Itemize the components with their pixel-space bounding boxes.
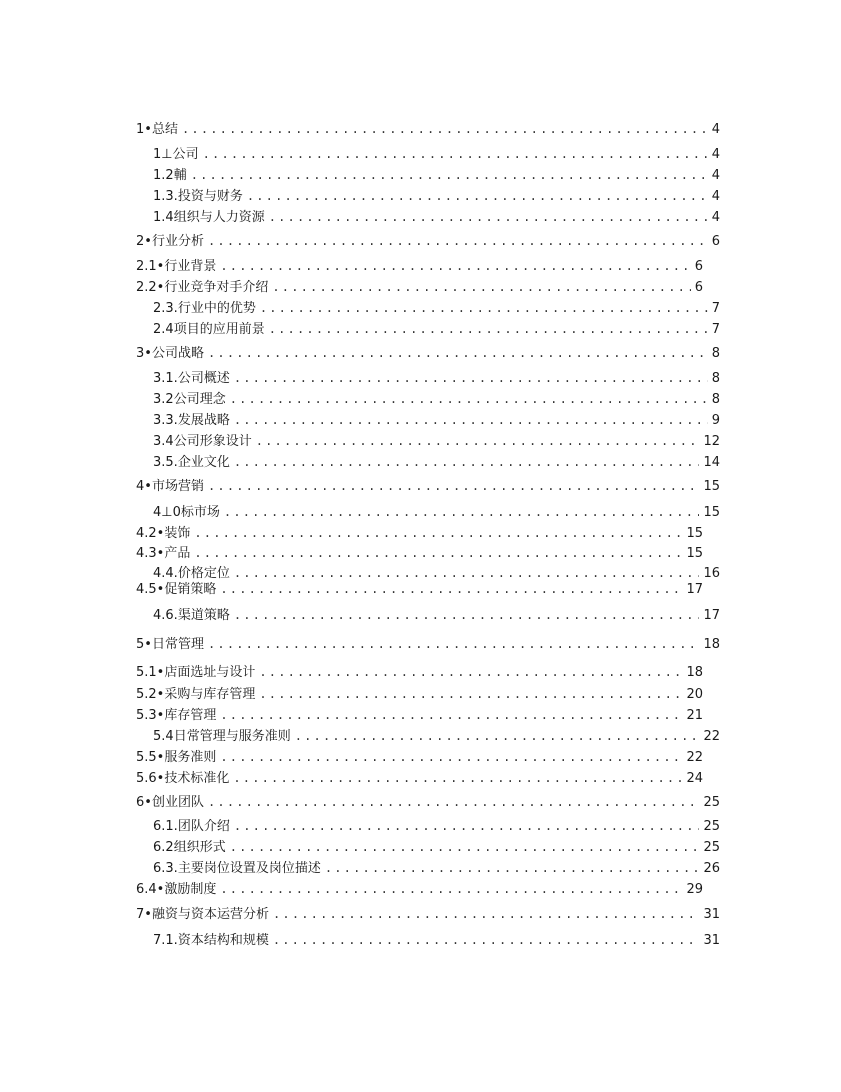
toc-entry-page: 20 xyxy=(686,687,703,702)
toc-entry-page: 15 xyxy=(686,526,703,541)
toc-entry-page: 17 xyxy=(703,608,720,623)
toc-entry[interactable] xyxy=(136,121,720,138)
toc-entry-number: 4• xyxy=(136,479,152,494)
toc-leader-dots xyxy=(269,321,708,337)
toc-entry-page: 15 xyxy=(703,479,720,494)
toc-entry-title: 技术标准化 xyxy=(164,771,230,786)
toc-entry-page: 18 xyxy=(686,665,703,680)
toc-leader-dots xyxy=(208,794,699,810)
toc-entry-page: 24 xyxy=(686,771,703,786)
toc-entry[interactable] xyxy=(136,906,720,923)
toc-entry-number: 3.2 xyxy=(153,392,174,407)
toc-entry-number: 4.6. xyxy=(153,608,178,623)
toc-entry-title: 公司战略 xyxy=(151,346,204,361)
toc-leader-dots xyxy=(259,686,682,702)
toc-entry[interactable] xyxy=(153,504,720,521)
toc-entry-number: 1.2 xyxy=(153,168,174,183)
toc-leader-dots xyxy=(224,504,700,520)
toc-leader-dots xyxy=(259,664,682,680)
toc-leader-dots xyxy=(272,279,690,295)
toc-entry-title: 团队介绍 xyxy=(177,819,230,834)
toc-entry[interactable] xyxy=(153,300,720,317)
toc-entry-number: 4.5• xyxy=(136,582,165,597)
toc-entry-page: 21 xyxy=(686,708,703,723)
toc-leader-dots xyxy=(234,565,700,581)
toc-entry-page: 12 xyxy=(703,434,720,449)
toc-leader-dots xyxy=(194,545,682,561)
toc-leader-dots xyxy=(325,860,700,876)
toc-leader-dots xyxy=(234,818,700,834)
toc-entry-page: 22 xyxy=(703,729,720,744)
toc-leader-dots xyxy=(230,839,700,855)
toc-leader-dots xyxy=(234,370,708,386)
toc-leader-dots xyxy=(233,770,682,786)
toc-entry-number: 3.5. xyxy=(153,455,178,470)
toc-entry-title: 行业分析 xyxy=(151,234,204,249)
toc-entry-title: 融资与资本运营分析 xyxy=(151,907,269,922)
toc-entry-page: 25 xyxy=(703,795,720,810)
toc-entry[interactable] xyxy=(153,321,720,338)
toc-leader-dots xyxy=(182,121,708,137)
toc-entry-page: 7 xyxy=(711,322,720,337)
toc-entry-number: 2.3. xyxy=(153,301,178,316)
toc-leader-dots xyxy=(230,391,708,407)
toc-entry[interactable] xyxy=(136,279,703,296)
toc-entry[interactable] xyxy=(153,565,720,582)
toc-entry-title: 渠道策略 xyxy=(177,608,230,623)
toc-entry-title: 公司 xyxy=(172,147,199,162)
toc-leader-dots xyxy=(208,345,708,361)
toc-entry[interactable] xyxy=(153,839,720,856)
toc-entry-page: 26 xyxy=(703,861,720,876)
toc-entry-title: 项目的应用前景 xyxy=(173,322,265,337)
toc-entry-title: 投资与财务 xyxy=(177,189,243,204)
toc-leader-dots xyxy=(208,636,699,652)
toc-entry-title: 市场营销 xyxy=(151,479,204,494)
toc-entry-page: 6 xyxy=(694,280,703,295)
toc-entry-number: 6.2 xyxy=(153,840,174,855)
toc-entry[interactable] xyxy=(136,794,720,811)
toc-entry-title: 行业中的优势 xyxy=(177,301,256,316)
toc-entry[interactable] xyxy=(136,636,720,653)
toc-entry-title: 公司理念 xyxy=(173,392,226,407)
toc-entry[interactable] xyxy=(153,391,720,408)
toc-entry-title: 价格定位 xyxy=(177,566,230,581)
toc-entry[interactable] xyxy=(153,932,720,949)
toc-entry-number: 2• xyxy=(136,234,152,249)
toc-entry[interactable] xyxy=(136,770,703,787)
toc-entry-number: 2.1• xyxy=(136,259,165,274)
toc-entry-page: 25 xyxy=(703,840,720,855)
toc-entry-title: 輔 xyxy=(173,168,187,183)
toc-entry-page: 8 xyxy=(711,371,720,386)
toc-entry-number: 1.4 xyxy=(153,210,174,225)
toc-entry-title: 组织与人力资源 xyxy=(173,210,265,225)
toc-entry[interactable] xyxy=(153,146,720,163)
toc-entry-page: 16 xyxy=(703,566,720,581)
toc-leader-dots xyxy=(234,607,700,623)
toc-entry-number: 4⊥ xyxy=(153,505,173,520)
toc-entry-number: 4.4. xyxy=(153,566,178,581)
toc-entry[interactable] xyxy=(136,881,703,898)
toc-entry-number: 5.2• xyxy=(136,687,165,702)
toc-leader-dots xyxy=(191,167,708,183)
toc-entry-number: 5.3• xyxy=(136,708,165,723)
toc-entry-number: 3• xyxy=(136,346,152,361)
toc-entry-number: 3.3. xyxy=(153,413,178,428)
toc-leader-dots xyxy=(295,728,700,744)
toc-entry-title: 创业团队 xyxy=(151,795,204,810)
toc-entry-title: 0标市场 xyxy=(172,505,220,520)
toc-leader-dots xyxy=(220,749,682,765)
toc-entry-page: 17 xyxy=(686,582,703,597)
toc-leader-dots xyxy=(234,454,700,470)
toc-entry[interactable] xyxy=(153,188,720,205)
toc-entry-number: 1⊥ xyxy=(153,147,173,162)
toc-entry-page: 8 xyxy=(711,346,720,361)
toc-leader-dots xyxy=(256,433,700,449)
toc-entry-page: 25 xyxy=(703,819,720,834)
toc-entry[interactable] xyxy=(153,728,720,745)
toc-entry-number: 5.6• xyxy=(136,771,165,786)
toc-entry-number: 2.2• xyxy=(136,280,165,295)
toc-leader-dots xyxy=(273,932,700,948)
toc-entry-title: 总结 xyxy=(151,122,178,137)
toc-entry-page: 8 xyxy=(711,392,720,407)
toc-entry-page: 14 xyxy=(703,455,720,470)
toc-entry[interactable] xyxy=(153,209,720,226)
toc-entry[interactable] xyxy=(153,607,720,624)
toc-leader-dots xyxy=(208,478,699,494)
toc-entry-number: 6.4• xyxy=(136,882,165,897)
toc-entry[interactable] xyxy=(136,258,703,275)
toc-entry-title: 行业背景 xyxy=(164,259,217,274)
toc-entry-title: 行业竞争对手介绍 xyxy=(164,280,269,295)
toc-entry-number: 6.3. xyxy=(153,861,178,876)
toc-leader-dots xyxy=(220,881,682,897)
toc-entry[interactable] xyxy=(153,167,720,184)
toc-entry-number: 1• xyxy=(136,122,152,137)
toc-entry-number: 3.4 xyxy=(153,434,174,449)
toc-leader-dots xyxy=(273,906,699,922)
toc-entry-title: 激励制度 xyxy=(164,882,217,897)
toc-entry[interactable] xyxy=(136,707,703,724)
toc-entry-number: 3.1. xyxy=(153,371,178,386)
toc-entry-page: 7 xyxy=(711,301,720,316)
toc-entry-page: 22 xyxy=(686,750,703,765)
toc-leader-dots xyxy=(220,707,682,723)
toc-entry[interactable] xyxy=(136,664,703,681)
toc-entry-number: 6.1. xyxy=(153,819,178,834)
toc-entry-number: 7.1. xyxy=(153,933,178,948)
toc-entry-title: 日常管理 xyxy=(151,637,204,652)
toc-entry-title: 采购与库存管理 xyxy=(164,687,256,702)
toc-entry-title: 库存管理 xyxy=(164,708,217,723)
toc-leader-dots xyxy=(260,300,708,316)
toc-entry[interactable] xyxy=(136,478,720,495)
toc-entry[interactable] xyxy=(153,412,720,429)
toc-entry-title: 店面选址与设计 xyxy=(164,665,256,680)
toc-entry-title: 装饰 xyxy=(164,526,191,541)
toc-entry[interactable] xyxy=(136,345,720,362)
toc-entry-number: 5.1• xyxy=(136,665,165,680)
toc-entry[interactable] xyxy=(136,749,703,766)
toc-entry-page: 9 xyxy=(711,413,720,428)
toc-entry-title: 发展战略 xyxy=(177,413,230,428)
toc-entry-title: 促销策略 xyxy=(164,582,217,597)
toc-entry-title: 日常管理与服务准则 xyxy=(173,729,291,744)
toc-entry[interactable] xyxy=(136,545,703,562)
toc-entry-page: 4 xyxy=(711,210,720,225)
toc-entry-title: 公司形象设计 xyxy=(173,434,252,449)
toc-entry[interactable] xyxy=(153,433,720,450)
toc-entry-title: 主要岗位设置及岗位描述 xyxy=(177,861,321,876)
toc-entry[interactable] xyxy=(153,860,720,877)
toc-leader-dots xyxy=(203,146,708,162)
toc-entry-page: 18 xyxy=(703,637,720,652)
toc-entry[interactable] xyxy=(153,454,720,471)
toc-entry-title: 公司概述 xyxy=(177,371,230,386)
toc-entry-page: 31 xyxy=(703,933,720,948)
toc-entry-title: 资本结构和规模 xyxy=(177,933,269,948)
toc-entry-page: 15 xyxy=(703,505,720,520)
toc-entry-page: 4 xyxy=(711,189,720,204)
toc-entry-number: 7• xyxy=(136,907,152,922)
toc-entry-title: 服务准则 xyxy=(164,750,217,765)
toc-entry-number: 5.5• xyxy=(136,750,165,765)
toc-entry-number: 6• xyxy=(136,795,152,810)
toc-entry[interactable] xyxy=(136,686,703,703)
toc-leader-dots xyxy=(194,525,682,541)
toc-entry-title: 组织形式 xyxy=(173,840,226,855)
toc-entry-number: 4.3• xyxy=(136,546,165,561)
toc-entry[interactable] xyxy=(136,525,703,542)
toc-entry-page: 4 xyxy=(711,147,720,162)
toc-entry-number: 4.2• xyxy=(136,526,165,541)
toc-leader-dots xyxy=(234,412,708,428)
toc-leader-dots xyxy=(208,233,708,249)
toc-entry-page: 29 xyxy=(686,882,703,897)
toc-entry-page: 4 xyxy=(711,168,720,183)
toc-entry[interactable] xyxy=(153,818,720,835)
toc-leader-dots xyxy=(269,209,708,225)
toc-leader-dots xyxy=(247,188,708,204)
toc-entry-page: 6 xyxy=(694,259,703,274)
toc-entry-page: 6 xyxy=(711,234,720,249)
toc-leader-dots xyxy=(220,258,690,274)
toc-entry-page: 4 xyxy=(711,122,720,137)
toc-entry-number: 5• xyxy=(136,637,152,652)
toc-entry[interactable] xyxy=(136,233,720,250)
toc-entry-page: 31 xyxy=(703,907,720,922)
toc-entry-number: 1.3. xyxy=(153,189,178,204)
toc-entry-number: 2.4 xyxy=(153,322,174,337)
toc-entry-title: 产品 xyxy=(164,546,191,561)
toc-entry-title: 企业文化 xyxy=(177,455,230,470)
toc-entry-page: 15 xyxy=(686,546,703,561)
toc-entry[interactable] xyxy=(153,370,720,387)
toc-entry-number: 5.4 xyxy=(153,729,174,744)
toc-leader-dots xyxy=(220,581,682,597)
toc-entry[interactable] xyxy=(136,581,703,598)
